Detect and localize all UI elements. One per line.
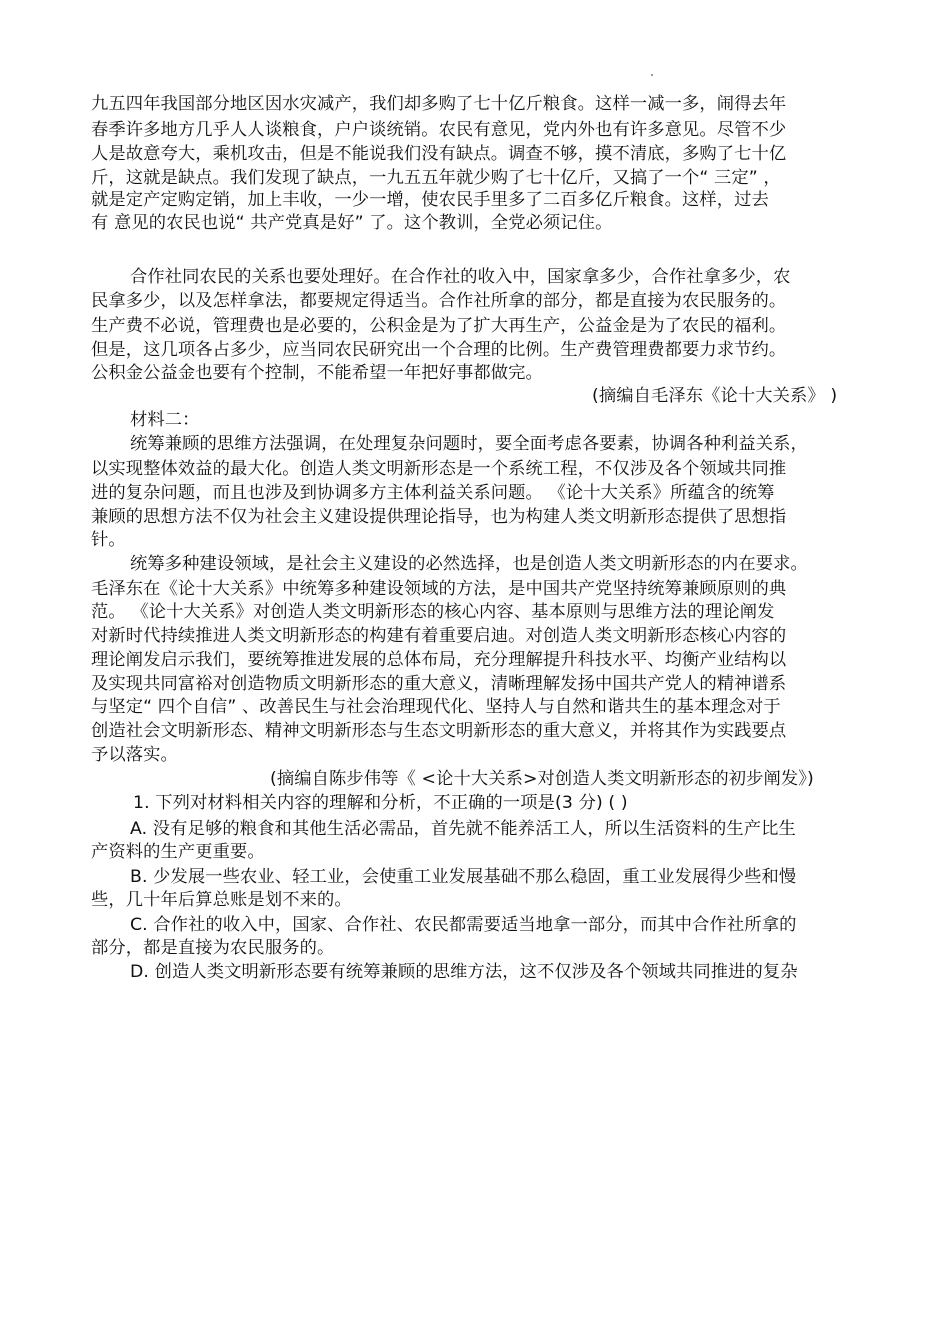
paragraph-line: 春季许多地方几乎人人谈粮食，户户谈统销。农民有意见，党内外也有许多意见。尽管不少 [91,120,787,140]
option-a: A. 没有足够的粮食和其他生活必需品，首先就不能养活工人，所以生活资料的生产比生 [130,819,796,839]
paragraph-line: 范。 《论十大关系》对创造人类文明新形态的核心内容、基本原则与思维方法的理论阐发 [91,602,775,622]
paragraph-line: 进的复杂问题，而且也涉及到协调多方主体利益关系问题。 《论十大关系》所蕴含的统筹 [91,483,775,503]
paragraph-line: 统筹多种建设领域，是社会主义建设的必然选择，也是创造人类文明新形态的内在要求。 [130,554,808,574]
paragraph-line: 以实现整体效益的最大化。创造人类文明新形态是一个系统工程，不仅涉及各个领域共同推 [91,459,787,479]
option-c: 部分，都是直接为农民服务的。 [91,938,335,958]
question-stem: 1. 下列对材料相关内容的理解和分析，不正确的一项是(3 分) ( ) [133,793,628,813]
paragraph-line: 统筹兼顾的思维方法强调，在处理复杂问题时，要全面考虑各要素，协调各种利益关系， [130,434,808,454]
paragraph-line: 人是故意夸大，乘机攻击，但是不能说我们没有缺点。调查不够，摸不清底，多购了七十亿 [91,144,787,164]
paragraph-line: 九五四年我国部分地区因水灾减产，我们却多购了七十亿斤粮食。这样一减一多，闹得去年 [91,94,787,114]
paragraph-line: 但是，这几项各占多少，应当同农民研究出一个合理的比例。生产费管理费都要力求节约。 [91,340,787,360]
paragraph-line: 民拿多少，以及怎样拿法，都要规定得适当。合作社所拿的部分，都是直接为农民服务的。 [91,291,787,311]
paragraph-line: 针。 [91,530,126,550]
paragraph-line: 公积金公益金也要有个控制，不能希望一年把好事都做完。 [91,363,543,383]
paragraph-line: 兼顾的思想方法不仅为社会主义建设提供理论指导，也为构建人类文明新形态提供了思想指 [91,507,787,527]
paragraph-line: 就是定产定购定销，加上丰收，一少一增，使农民手里多了二百多亿斤粮食。这样，过去 [91,190,769,210]
option-a: 产资料的生产更重要。 [91,842,265,862]
paragraph-line: 生产费不必说，管理费也是必要的，公积金是为了扩大再生产，公益金是为了农民的福利。 [91,316,787,336]
section-heading: 材料二： [130,410,200,430]
paragraph-line: 予以落实。 [91,745,178,765]
paragraph-line: 创造社会文明新形态、精神文明新形态与生态文明新形态的重大意义，并将其作为实践要点 [91,721,787,741]
paragraph-line: 斤，这就是缺点。我们发现了缺点，一九五五年就少购了七十亿斤，又搞了一个“ 三定” ， [91,168,781,188]
paragraph-line: 及实现共同富裕对创造物质文明新形态的重大意义，清晰理解发扬中国共产党人的精神谱系 [91,674,787,694]
scan-dot [651,74,653,76]
source-citation: (摘编自毛泽东《论十大关系》 ) [592,386,838,406]
option-c: C. 合作社的收入中，国家、合作社、农民都需要适当地拿一部分，而其中合作社所拿的 [130,915,797,935]
paragraph-line: 合作社同农民的关系也要处理好。在合作社的收入中，国家拿多少，合作社拿多少，农 [130,267,791,287]
paragraph-line: 毛泽东在《论十大关系》中统筹多种建设领域的方法，是中国共产党坚持统筹兼顾原则的典 [91,579,787,599]
paragraph-line: 对新时代持续推进人类文明新形态的构建有着重要启迪。对创造人类文明新形态核心内容的 [91,626,787,646]
paragraph-line: 与坚定“ 四个自信” 、改善民生与社会治理现代化、坚持人与自然和谐共生的基本理念对于 [91,697,781,717]
option-b: B. 少发展一些农业、轻工业，会使重工业发展基础不那么稳固，重工业发展得少些和慢 [130,867,797,887]
paragraph-line: 理论阐发启示我们，要统筹推进发展的总体布局，充分理解提升科技水平、均衡产业结构以 [91,650,787,670]
source-citation: (摘编自陈步伟等《 <论十大关系>对创造人类文明新形态的初步阐发》) [270,769,814,789]
option-b: 些，几十年后算总账是划不来的。 [91,890,352,910]
option-d: D. 创造人类文明新形态要有统筹兼顾的思维方法，这不仅涉及各个领域共同推进的复杂 [130,962,798,982]
paragraph-line: 有 意见的农民也说“ 共产党真是好” 了。这个教训，全党必须记住。 [91,213,613,233]
